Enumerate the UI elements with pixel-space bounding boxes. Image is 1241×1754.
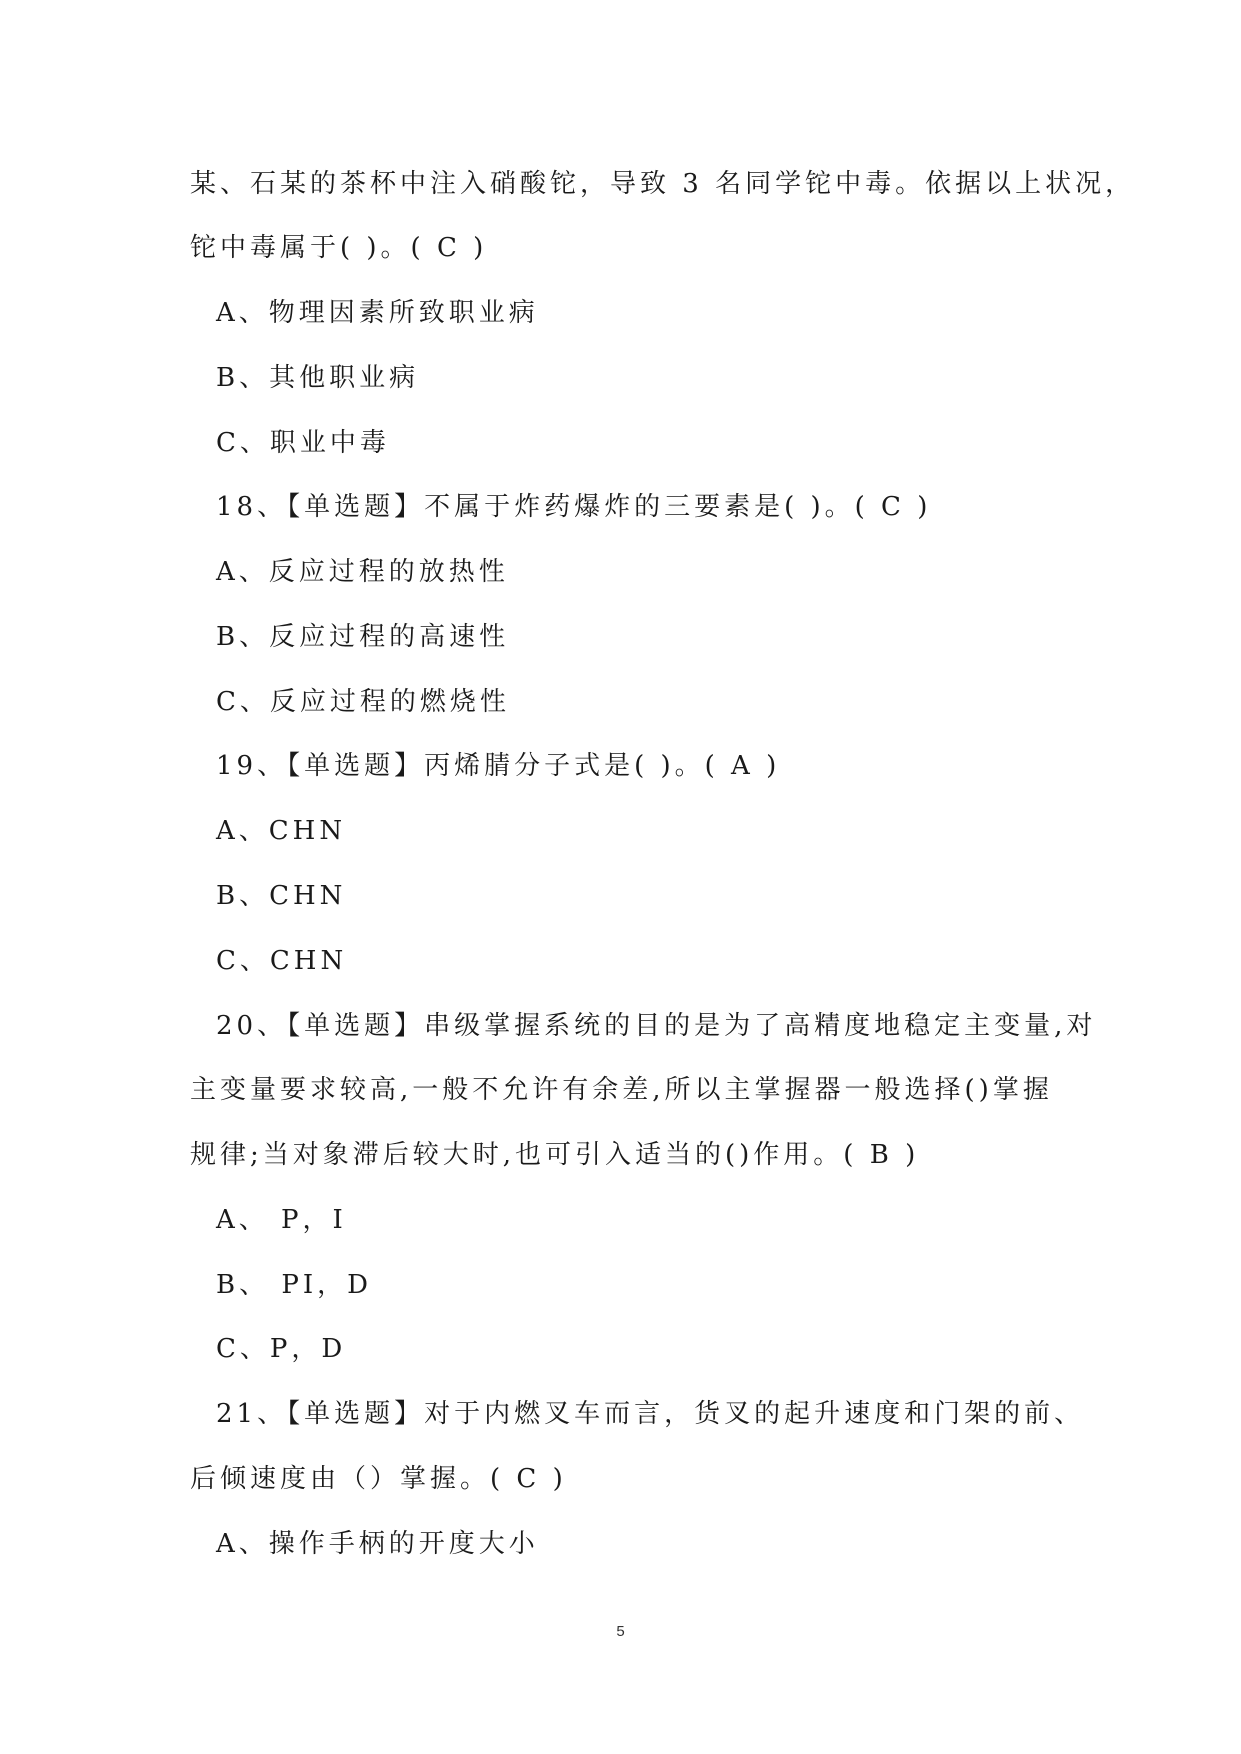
question-line: 21、【单选题】对于内燃叉车而言，货叉的起升速度和门架的前、 — [216, 1399, 1085, 1429]
option-line: A、反应过程的放热性 — [216, 557, 509, 587]
option-line: B、 PI，D — [216, 1270, 372, 1300]
text-line: 后倾速度由（）掌握。( C ) — [190, 1464, 567, 1494]
option-line: A、操作手柄的开度大小 — [216, 1529, 539, 1559]
question-line: 18、【单选题】不属于炸药爆炸的三要素是( )。( C ) — [216, 492, 932, 522]
option-line: A、CHN — [216, 816, 347, 846]
option-line: B、反应过程的高速性 — [216, 622, 510, 652]
question-line: 19、【单选题】丙烯腈分子式是( )。( A ) — [216, 751, 781, 781]
option-line: C、P，D — [216, 1334, 347, 1364]
option-line: C、职业中毒 — [216, 428, 390, 458]
question-line: 20、【单选题】串级掌握系统的目的是为了高精度地稳定主变量,对 — [216, 1011, 1097, 1041]
text-line: 规律;当对象滞后较大时,也可引入适当的()作用。( B ) — [190, 1140, 920, 1170]
text-line: 主变量要求较高,一般不允许有余差,所以主掌握器一般选择()掌握 — [190, 1075, 1053, 1105]
option-line: A、 P，I — [216, 1205, 347, 1235]
text-line: 铊中毒属于( )。( C ) — [190, 233, 488, 263]
page-number: 5 — [616, 1623, 625, 1640]
option-line: B、CHN — [216, 881, 347, 911]
option-line: A、物理因素所致职业病 — [216, 298, 539, 328]
option-line: C、反应过程的燃烧性 — [216, 687, 510, 717]
text-line: 某、石某的茶杯中注入硝酸铊，导致 3 名同学铊中毒。依据以上状况， — [190, 169, 1136, 199]
option-line: C、CHN — [216, 946, 348, 976]
option-line: B、其他职业病 — [216, 363, 420, 393]
